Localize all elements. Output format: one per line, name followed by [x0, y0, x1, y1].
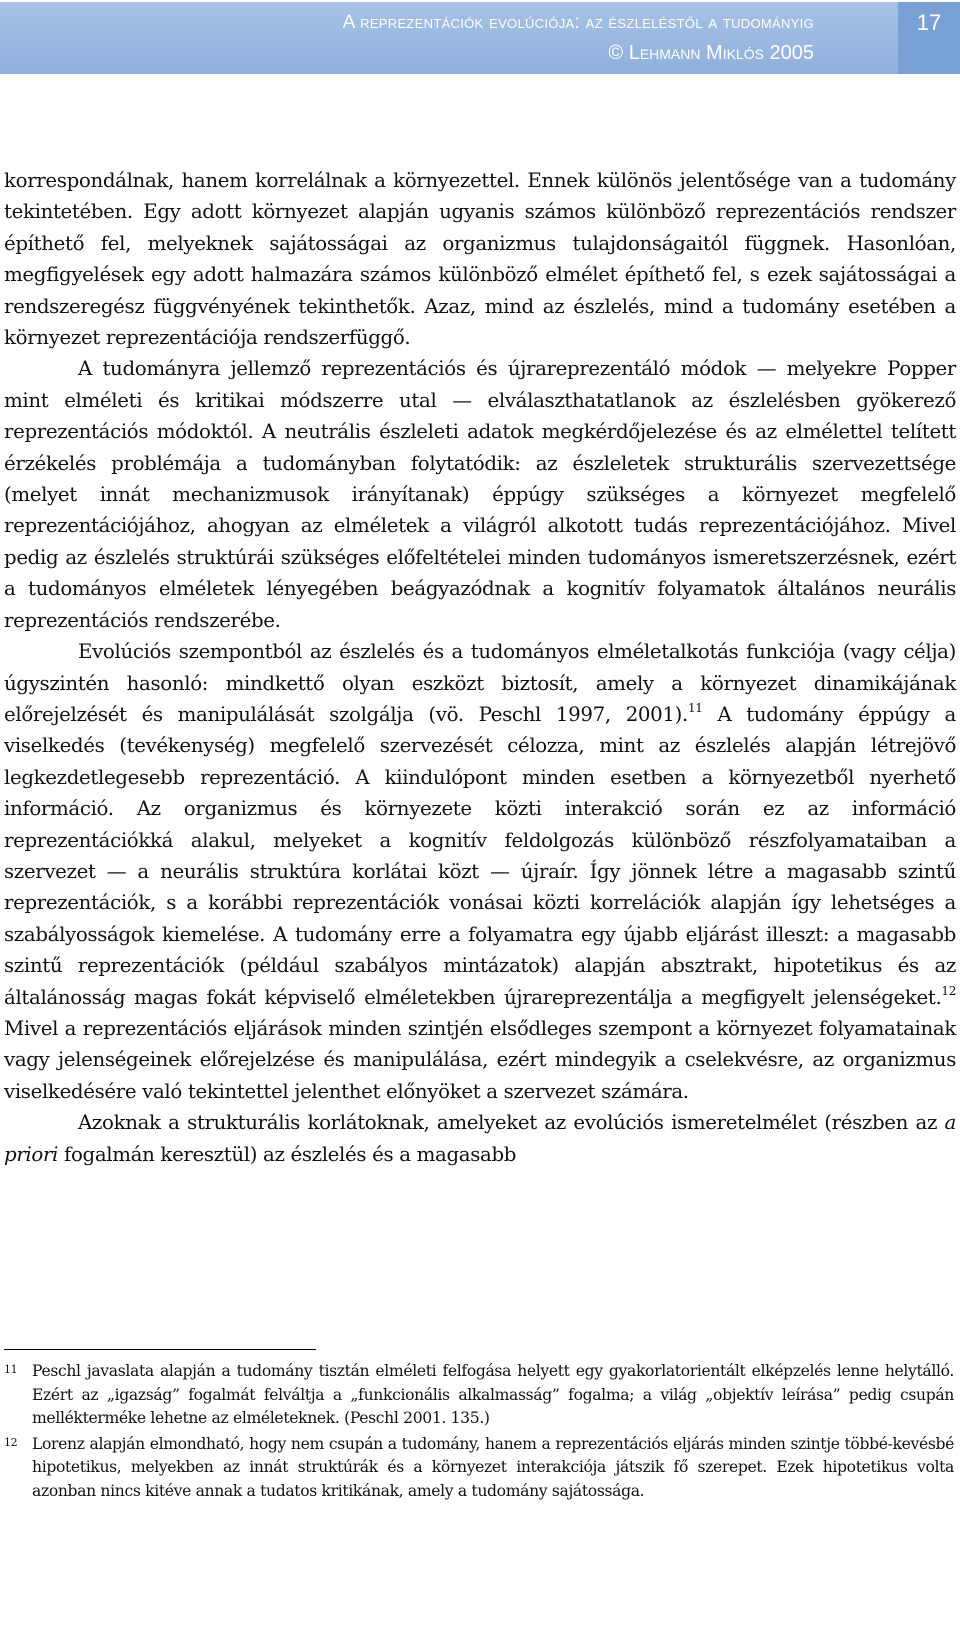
footnote-text: Peschl javaslata alapján a tudomány tisztán elméleti felfogása helyett egy gyakorlatorientált elképzelés lenne helytálló. Ezért az „igazság” fogalmát felváltja a „funkcionális alkalmasság” fogalma; a világ „objektív leírása” pedig csupán melléktermékе lehetne az elméleteknek. (Peschl 2001. 135.) — [32, 1362, 954, 1427]
paragraph-4-part-b: fogalmán keresztül) az észlelés és a magasabb — [58, 1142, 517, 1166]
page-number: 17 — [898, 2, 960, 74]
footnote-divider — [4, 1349, 316, 1350]
footnote-number: 11 — [4, 1363, 18, 1376]
paragraph-2: A tudományra jellemző reprezentációs és újrareprezentáló módok — melyekre Popper mint elméleti és kritikai módszerre utal — elválaszthatatlanok az észlelésben gyökerező reprezentációs módoktól. A neutrális észleleti adatok megkérdőjelezése és az elmélettel telített érzékelés problémája a tudományban folytatódik: az észleletek strukturális szervezettsége (melyet innát mechanizmusok irányítanak) éppúgy szükséges a környezet megfelelő reprezentációjához, ahogyan az elméletek a világról alkotott tudás reprezentációjához. Mivel pedig az észlelés struktúrái szükséges előfeltételei minden tudományos ismeretszerzésnek, ezért a tudományos elméletek lényegében beágyazódnak a kognitív folyamatok általános neurális reprezentációs rendszerébe. — [4, 357, 956, 632]
footnote-ref-11[interactable]: 11 — [687, 700, 703, 715]
footnote-number: 12 — [4, 1435, 18, 1449]
paragraph-4-italic: a priori — [4, 1111, 956, 1166]
header-band — [0, 2, 900, 74]
page-header — [0, 0, 960, 76]
paragraph-3-part-a: Evolúciós szempontból az észlelés és a tudományos elméletalkotás funkciója (vagy célja) úgyszintén hasonló: mindkettő olyan eszközt biztosít, amely a környezet dinamikájának előrejelzését és manipulálását szolgálja (vö. Peschl 1997, 2001). — [4, 640, 956, 726]
footnote-ref-12[interactable]: 12 — [941, 983, 956, 998]
main-text — [4, 165, 956, 1170]
footnote-11 — [4, 1360, 954, 1431]
footnotes — [4, 1360, 954, 1505]
paragraph-4 — [4, 1107, 956, 1170]
paragraph-4-part-a: Azoknak a strukturális korlátoknak, amelyeket az evolúciós ismeretelmélet (részben az — [78, 1111, 945, 1135]
paragraph-1: korrespondálnak, hanem korrelálnak a környezettel. Ennek különös jelentősége van a tudomány tekintetében. Egy adott környezet alapján ugyanis számos különböző reprezentációs rendszer építhető fel, melyeknek sajátosságai az organizmus tulajdonságaitól függnek. Hasonlóan, megfigyelések egy adott halmazára számos különböző elmélet építhető fel, s ezek sajátosságai a rendszeregész függvényének tekinthetők. Azaz, mind az észlelés, mind a tudomány esetében a környezet reprezentációja rendszerfüggő. — [4, 169, 956, 350]
footnote-12 — [4, 1433, 954, 1504]
copyright-author: © Lehmann Miklós 2005 — [608, 42, 814, 64]
running-title: A reprezentációk evolúciója: az észleléstől a tudományig — [342, 12, 814, 33]
paragraph-3-part-b: A tudomány éppúgy a viselkedés (tevékenység) megfelelő szervezését célozza, mint az észlelés alapján létrejövő legkezdetlegesebb reprezentáció. A kiindulópont minden esetben a környezetből nyerhető információ. Az organizmus és környezete közti interakció során ez az információ reprezentációkká alakul, melyeket a kognitív feldolgozás különböző részfolyamataiban a szervezet — a neurális struktúra korlátai közt — újraír. Így jönnek létre a magasabb szintű reprezentációk, s a korábbi reprezentációk vonásai közti korrelációk alapján így lehetséges a szabályosságok kiemelése. A tudomány erre a folyamatra egy újabb eljárást illeszt: a magasabb szintű reprezentációk (például szabályos mintázatok) alapján absztrakt, hipotetikus és az általánosság magas fokát képviselő elméletekben újrareprezentálja a megfigyelt jelenségeket. — [4, 702, 956, 1009]
paragraph-3-part-c: Mivel a reprezentációs eljárások minden szintjén elsődleges szempont a környezet folyamatainak vagy jelenségeinek előrejelzése és manipulálása, ezért mindegyik a cselekvésre, az organizmus viselkedésére való tekintettel jelenthet előnyöket a szervezet számára. — [4, 1016, 956, 1103]
footnote-text: Lorenz alapján elmondható, hogy nem csupán a tudomány, hanem a reprezentációs eljárás minden szintje többé-kevésbé hipotetikus, melyekben az innát struktúrák és a környezet interakciója játszik fő szerepet. Ezek hipotetikus volta azonban nincs kitéve annak a tudatos kritikának, amely a tudomány sajátossága. — [32, 1434, 954, 1500]
paragraph-3 — [4, 636, 956, 1107]
